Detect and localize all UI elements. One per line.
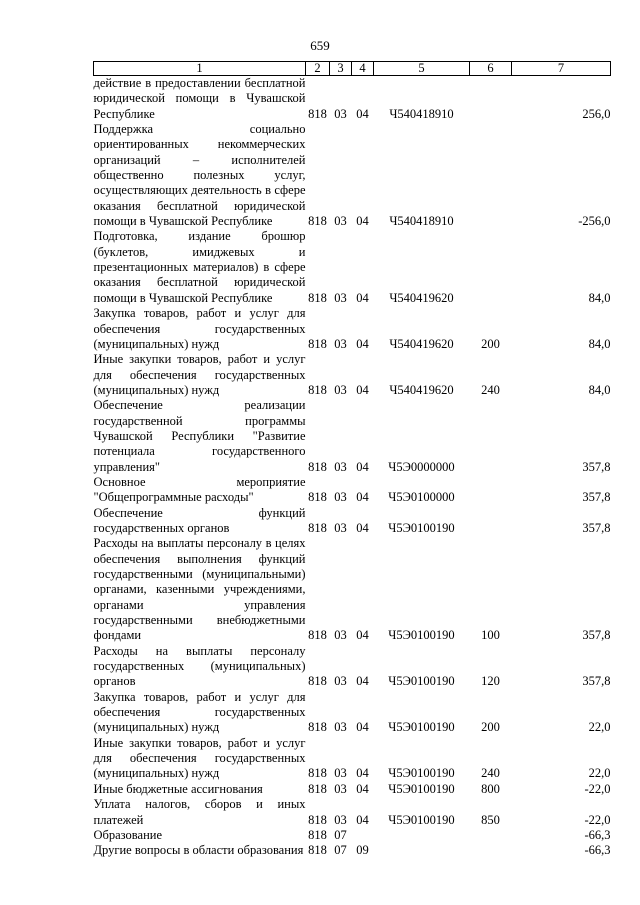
row-name: Обеспечение функций государственных органов xyxy=(93,505,306,535)
page-number: 659 xyxy=(310,38,330,53)
row-subsection: 04 xyxy=(356,459,369,474)
budget-table xyxy=(93,61,611,859)
row-name: Основное мероприятие "Общепрограммные расходы" xyxy=(93,474,306,505)
row-name: Подготовка, издание брошюр (буклетов, имиджевых и презентационных материалов) в сфере оказания бесплатной юридической помощи в Чувашской Республике xyxy=(93,229,306,305)
row-target-article: Ч5Э0100000 xyxy=(388,490,455,505)
table-row xyxy=(94,306,611,352)
row-section: 03 xyxy=(334,290,347,305)
row-subsection: 04 xyxy=(356,106,369,121)
table-row xyxy=(94,797,611,828)
row-code-admin: 818 xyxy=(308,106,327,121)
row-name: Иные закупки товаров, работ и услуг для обеспечения государственных (муниципальных) нужд xyxy=(93,352,306,397)
row-code-admin: 818 xyxy=(308,720,327,735)
row-subsection: 04 xyxy=(356,812,369,827)
column-header-4: 4 xyxy=(352,62,374,76)
column-header-5: 5 xyxy=(374,62,470,76)
row-expense-type: 800 xyxy=(481,781,500,796)
row-amount: -66,3 xyxy=(584,827,611,842)
table-row xyxy=(94,122,611,229)
row-code-admin: 818 xyxy=(308,214,327,229)
row-code-admin: 818 xyxy=(308,520,327,535)
row-code-admin: 818 xyxy=(308,382,327,397)
row-name: Иные закупки товаров, работ и услуг для обеспечения государственных (муниципальных) нужд xyxy=(93,735,306,781)
row-section: 03 xyxy=(334,336,347,351)
row-expense-type: 850 xyxy=(481,812,500,827)
row-target-article xyxy=(374,843,470,858)
table-row xyxy=(94,506,611,537)
row-subsection: 04 xyxy=(356,336,369,351)
row-code-admin: 818 xyxy=(308,336,327,351)
table-row xyxy=(94,843,611,858)
row-target-article: Ч5Э0100190 xyxy=(388,628,455,643)
row-name: Уплата налогов, сборов и иных платежей xyxy=(93,797,306,827)
row-name: Образование xyxy=(93,827,163,842)
row-section: 03 xyxy=(334,812,347,827)
table-row xyxy=(94,76,611,123)
row-code-admin: 818 xyxy=(308,290,327,305)
row-section: 03 xyxy=(334,781,347,796)
row-target-article: Ч5Э0000000 xyxy=(388,459,455,474)
row-amount: 84,0 xyxy=(588,336,611,351)
row-target-article: Ч5Э0100190 xyxy=(388,674,455,689)
column-header-3: 3 xyxy=(330,62,352,76)
row-expense-type xyxy=(470,475,512,506)
row-expense-type xyxy=(470,398,512,475)
row-code-admin: 818 xyxy=(308,827,327,842)
row-expense-type: 200 xyxy=(481,336,500,351)
table-row xyxy=(94,644,611,690)
row-code-admin: 818 xyxy=(308,766,327,781)
row-section: 03 xyxy=(334,459,347,474)
row-amount: 357,8 xyxy=(582,520,611,535)
table-row xyxy=(94,475,611,506)
row-expense-type: 240 xyxy=(481,766,500,781)
row-section: 03 xyxy=(334,674,347,689)
column-header-1: 1 xyxy=(94,62,306,76)
row-target-article: Ч5Э0100190 xyxy=(388,781,455,796)
row-name: Расходы на выплаты персоналу в целях обеспечения выполнения функций государственными (муниципальными) органами, казенными учреждениями, органами управления государственными внебюджетными фондами xyxy=(93,536,306,643)
row-amount: -256,0 xyxy=(578,214,611,229)
row-code-admin: 818 xyxy=(308,674,327,689)
row-expense-type: 100 xyxy=(481,628,500,643)
row-target-article xyxy=(374,828,470,843)
row-target-article: Ч5Э0100190 xyxy=(388,720,455,735)
row-name: Иные бюджетные ассигнования xyxy=(93,781,263,796)
row-name: Поддержка социально ориентированных некоммерческих организаций – исполнителей общественно полезных услуг, осуществляющих деятельность в сфере оказания бесплатной юридической помощи в Чувашской Республике xyxy=(93,122,306,229)
row-code-admin: 818 xyxy=(308,459,327,474)
row-amount: -66,3 xyxy=(584,843,611,858)
row-section: 07 xyxy=(334,827,347,842)
row-amount: -22,0 xyxy=(584,812,611,827)
table-row xyxy=(94,828,611,843)
row-target-article: Ч5Э0100190 xyxy=(388,520,455,535)
table-row xyxy=(94,398,611,475)
row-subsection: 04 xyxy=(356,520,369,535)
row-amount: 84,0 xyxy=(588,290,611,305)
table-row xyxy=(94,536,611,643)
row-target-article: Ч540418910 xyxy=(389,106,454,121)
row-name: Закупка товаров, работ и услуг для обеспечения государственных (муниципальных) нужд xyxy=(93,689,306,735)
row-amount: -22,0 xyxy=(584,781,611,796)
row-code-admin: 818 xyxy=(308,812,327,827)
row-amount: 84,0 xyxy=(588,382,611,397)
table-row xyxy=(94,229,611,306)
row-subsection: 04 xyxy=(356,781,369,796)
column-header-7: 7 xyxy=(512,62,611,76)
row-section: 03 xyxy=(334,720,347,735)
row-target-article: Ч540419620 xyxy=(389,382,454,397)
column-header-6: 6 xyxy=(470,62,512,76)
row-section: 03 xyxy=(334,106,347,121)
row-expense-type xyxy=(470,122,512,229)
row-code-admin: 818 xyxy=(308,628,327,643)
table-row xyxy=(94,782,611,797)
row-section: 03 xyxy=(334,382,347,397)
row-subsection: 04 xyxy=(356,382,369,397)
row-subsection: 04 xyxy=(356,214,369,229)
row-name: действие в предоставлении бесплатной юридической помощи в Чувашской Республике xyxy=(93,76,306,121)
row-expense-type: 240 xyxy=(481,382,500,397)
row-name: Обеспечение реализации государственной программы Чувашской Республики "Развитие потенциала государственного управления" xyxy=(93,398,306,474)
row-expense-type xyxy=(470,76,512,123)
row-amount: 357,8 xyxy=(582,490,611,505)
row-section: 03 xyxy=(334,490,347,505)
row-section: 07 xyxy=(334,843,347,858)
column-header-2: 2 xyxy=(306,62,330,76)
table-row xyxy=(94,352,611,398)
row-subsection: 04 xyxy=(356,766,369,781)
row-target-article: Ч5Э0100190 xyxy=(388,812,455,827)
row-expense-type: 200 xyxy=(481,720,500,735)
row-amount: 22,0 xyxy=(588,720,611,735)
row-name: Другие вопросы в области образования xyxy=(93,843,304,858)
row-expense-type xyxy=(470,229,512,306)
row-subsection: 04 xyxy=(356,290,369,305)
row-amount: 256,0 xyxy=(582,106,611,121)
row-expense-type xyxy=(470,506,512,537)
row-section: 03 xyxy=(334,520,347,535)
row-section: 03 xyxy=(334,214,347,229)
row-amount: 357,8 xyxy=(582,628,611,643)
row-code-admin: 818 xyxy=(308,490,327,505)
row-expense-type xyxy=(470,843,512,858)
row-subsection: 09 xyxy=(356,843,369,858)
row-code-admin: 818 xyxy=(308,781,327,796)
table-row xyxy=(94,690,611,736)
row-amount: 357,8 xyxy=(582,459,611,474)
table-header-row xyxy=(94,62,611,76)
row-target-article: Ч5Э0100190 xyxy=(388,766,455,781)
row-section: 03 xyxy=(334,766,347,781)
row-section: 03 xyxy=(334,628,347,643)
row-subsection: 04 xyxy=(356,674,369,689)
row-name: Закупка товаров, работ и услуг для обеспечения государственных (муниципальных) нужд xyxy=(93,306,306,351)
row-subsection: 04 xyxy=(356,720,369,735)
row-name: Расходы на выплаты персоналу государственных (муниципальных) органов xyxy=(93,643,306,689)
row-amount: 22,0 xyxy=(588,766,611,781)
row-subsection: 04 xyxy=(356,628,369,643)
row-subsection: 04 xyxy=(356,490,369,505)
row-subsection xyxy=(352,828,374,843)
row-code-admin: 818 xyxy=(308,843,327,858)
row-target-article: Ч540418910 xyxy=(389,214,454,229)
row-expense-type xyxy=(470,828,512,843)
row-expense-type: 120 xyxy=(481,674,500,689)
row-target-article: Ч540419620 xyxy=(389,336,454,351)
table-row xyxy=(94,736,611,782)
row-target-article: Ч540419620 xyxy=(389,290,454,305)
row-amount: 357,8 xyxy=(582,674,611,689)
